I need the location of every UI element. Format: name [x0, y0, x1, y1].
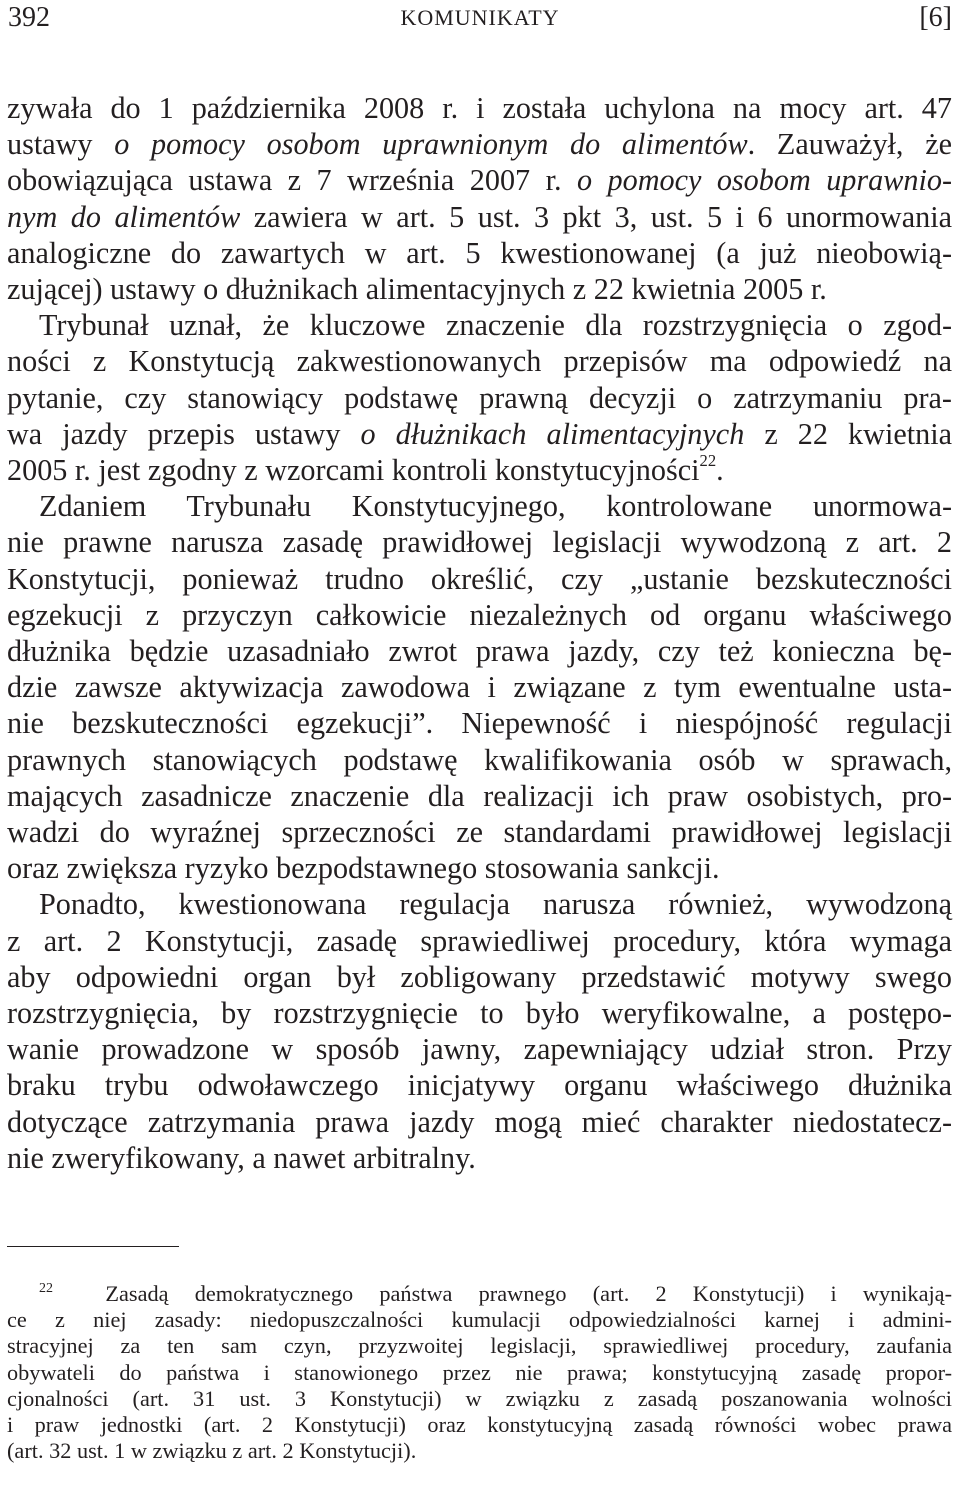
footnote-line: ce z niej zasady: niedopuszczalności kumulacji odpowiedzialności karnej i admini-: [7, 1307, 952, 1333]
text-line: prawnych stanowiących podstawę kwalifikowania osób w sprawach,: [7, 742, 952, 777]
text-line: Trybunał uznał, że kluczowe znaczenie dla rozstrzygnięcia o zgod-: [39, 308, 952, 343]
text-line: nie bezskuteczności egzekucji”. Niepewność i niespójność regulacji: [7, 706, 952, 741]
footnote-line: obywateli do państwa i stanowionego przez nie prawa; konstytucyjną zasadę propor-: [7, 1359, 952, 1385]
text-line: wanie prowadzone w sposób jawny, zapewniający udział stron. Przy: [7, 1032, 952, 1067]
text-line: analogiczne do zawartych w art. 5 kwestionowanej (a już nieobowią-: [7, 235, 952, 270]
text-line: wa jazdy przepis ustawy o dłużnikach alimentacyjnych z 22 kwietnia: [7, 416, 952, 451]
text-line: dotyczące zatrzymania prawa jazdy mogą mieć charakter niedostatecz-: [7, 1104, 952, 1139]
text-line: nie zweryfikowany, a nawet arbitralny.: [7, 1140, 476, 1175]
footnote-line: i praw jednostki (art. 2 Konstytucji) oraz konstytucyjną zasadą równości wobec prawa: [7, 1412, 952, 1438]
text-line: ności z Konstytucją zakwestionowanych przepisów ma odpowiedź na: [7, 344, 952, 379]
body-text: [7, 90, 952, 1176]
text-line: pytanie, czy stanowiący podstawę prawną decyzji o zatrzymaniu pra-: [7, 380, 952, 415]
footnote-line: (art. 32 ust. 1 w związku z art. 2 Konstytucji).: [7, 1438, 417, 1464]
text-line: dzie zawsze aktywizacja zawodowa i związane z tym ewentualne usta-: [7, 670, 952, 705]
page-number: 392: [8, 2, 50, 33]
text-line: dłużnika będzie uzasadniało zwrot prawa jazdy, czy też konieczna bę-: [7, 634, 952, 669]
text-line: nym do alimentów zawiera w art. 5 ust. 3 pkt 3, ust. 5 i 6 unormowania: [7, 199, 952, 234]
footnote-marker: 22: [39, 1281, 53, 1296]
text-line: mających zasadnicze znaczenie dla realizacji ich praw osobistych, pro-: [7, 778, 952, 813]
footnote: [7, 1276, 952, 1464]
text-line: z art. 2 Konstytucji, zasadę sprawiedliwej procedury, która wymaga: [7, 923, 952, 958]
text-line: 2005 r. jest zgodny z wzorcami kontroli konstytucyjności$^{22}$.: [7, 450, 724, 488]
text-line: aby odpowiedni organ był zobligowany przedstawić motywy swego: [7, 959, 952, 994]
footnote-line: cjonalności (art. 31 ust. 3 Konstytucji) w związku z zasadą poszanowania wolności: [7, 1385, 952, 1411]
text-line: zującej) ustawy o dłużnikach alimentacyjnych z 22 kwietnia 2005 r.: [7, 272, 827, 307]
text-line: wadzi do wyraźnej sprzeczności ze standardami prawidłowej legislacji: [7, 815, 952, 850]
text-line: braku trybu odwoławczego inicjatywy organu właściwego dłużnika: [7, 1068, 952, 1103]
footnote-reference[interactable]: 22: [699, 450, 717, 470]
footnote-line: $^{22}$ Zasadą demokratycznego państwa prawnego (art. 2 Konstytucji) i wynikają-: [39, 1281, 952, 1306]
text-line: oraz zwiększa ryzyko bezpodstawnego stosowania sankcji.: [7, 851, 720, 886]
footnote-line: stracyjnej za ten sam czyn, przyzwoitej legislacji, sprawiedliwej procedury, zaufania: [7, 1333, 952, 1359]
footnote-divider: [7, 1246, 179, 1247]
text-line: Zdaniem Trybunału Konstytucyjnego, kontrolowane unormowa-: [39, 489, 952, 524]
text-line: ustawy o pomocy osobom uprawnionym do alimentów. Zauważył, że: [7, 127, 952, 162]
text-line: zywała do 1 października 2008 r. i została uchylona na mocy art. 47: [7, 91, 952, 125]
text-line: rozstrzygnięcia, by rozstrzygnięcie to było weryfikowalne, a postępo-: [7, 996, 952, 1031]
text-line: egzekucji z przyczyn całkowicie niezależnych od organu właściwego: [7, 597, 952, 632]
text-line: Konstytucji, ponieważ trudno określić, czy „ustanie bezskuteczności: [7, 561, 952, 596]
running-header: [8, 2, 952, 42]
section-marker: [6]: [919, 2, 952, 33]
text-line: nie prawne narusza zasadę prawidłowej legislacji wywodzoną z art. 2: [7, 525, 952, 560]
text-line: Ponadto, kwestionowana regulacja narusza również, wywodzoną: [39, 887, 952, 922]
text-line: obowiązująca ustawa z 7 września 2007 r. o pomocy osobom uprawnio-: [7, 163, 952, 198]
running-title: KOMUNIKATY: [400, 5, 560, 30]
